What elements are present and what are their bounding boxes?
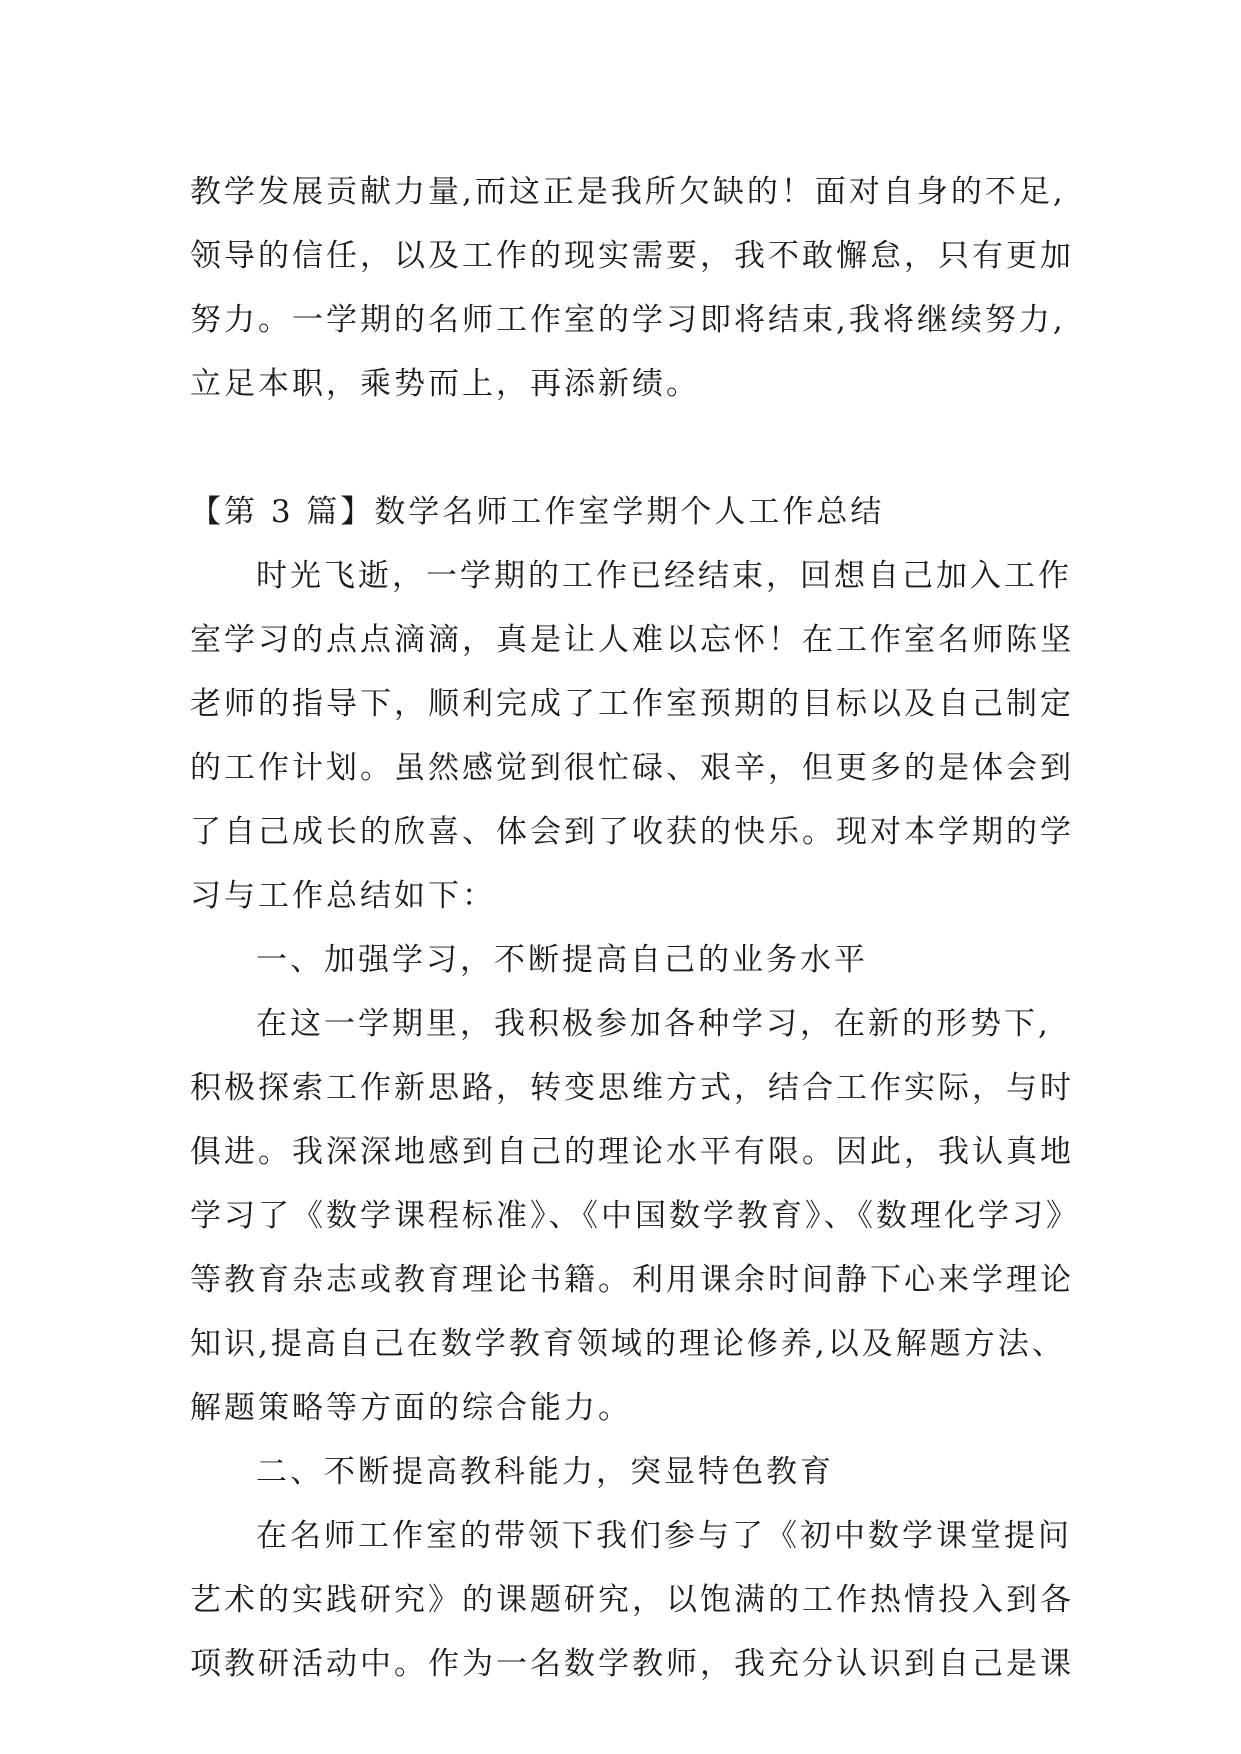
- paragraph-2: [190, 992, 1090, 1440]
- paragraph-gap: [190, 416, 1090, 480]
- text-line: 在名师工作室的带领下我们参与了《初中数学课堂提问: [256, 1518, 1072, 1554]
- text-line: 艺术的实践研究》的课题研究，以饱满的工作热情投入到各: [190, 1582, 1074, 1618]
- text-line: 领导的信任，以及工作的现实需要，我不敢懈怠，只有更加: [190, 238, 1074, 274]
- paragraph-1: [190, 544, 1090, 928]
- document-body: [190, 160, 1090, 1696]
- text-line: 解题策略等方面的综合能力。: [190, 1390, 632, 1426]
- text-line: 教学发展贡献力量,而这正是我所欠缺的！面对自身的不足,: [190, 174, 1066, 210]
- text-line: 等教育杂志或教育理论书籍。利用课余时间静下心来学理论: [190, 1262, 1074, 1298]
- text-line: 俱进。我深深地感到自己的理论水平有限。因此，我认真地: [190, 1134, 1074, 1170]
- subheading-2: 二、不断提高教科能力，突显特色教育: [256, 1454, 834, 1490]
- text-line: 的工作计划。虽然感觉到很忙碌、艰辛，但更多的是体会到: [190, 750, 1074, 786]
- intro-paragraph: [190, 160, 1090, 416]
- text-line: 学习了《数学课程标准》、《中国数学教育》、《数理化学习》: [190, 1198, 1080, 1234]
- text-line: 知识,提高自己在数学教育领域的理论修养,以及解题方法、: [190, 1326, 1066, 1362]
- text-line: 在这一学期里，我积极参加各种学习，在新的形势下,: [256, 1006, 1051, 1042]
- text-line: 项教研活动中。作为一名数学教师，我充分认识到自己是课: [190, 1646, 1074, 1682]
- text-line: 时光飞逝，一学期的工作已经结束，回想自己加入工作: [256, 558, 1072, 594]
- text-line: 立足本职，乘势而上，再添新绩。: [190, 366, 700, 402]
- text-line: 努力。一学期的名师工作室的学习即将结束,我将继续努力,: [190, 302, 1066, 338]
- text-line: 习与工作总结如下：: [190, 878, 496, 914]
- paragraph-3: [190, 1504, 1090, 1696]
- subheading-1: 一、加强学习，不断提高自己的业务水平: [256, 942, 868, 978]
- text-line: 室学习的点点滴滴，真是让人难以忘怀！在工作室名师陈坚: [190, 622, 1074, 658]
- text-line: 了自己成长的欣喜、体会到了收获的快乐。现对本学期的学: [190, 814, 1074, 850]
- text-line: 积极探索工作新思路，转变思维方式，结合工作实际，与时: [190, 1070, 1074, 1106]
- section-heading: 【第 3 篇】数学名师工作室学期个人工作总结: [190, 494, 885, 530]
- text-line: 老师的指导下，顺利完成了工作室预期的目标以及自己制定: [190, 686, 1074, 722]
